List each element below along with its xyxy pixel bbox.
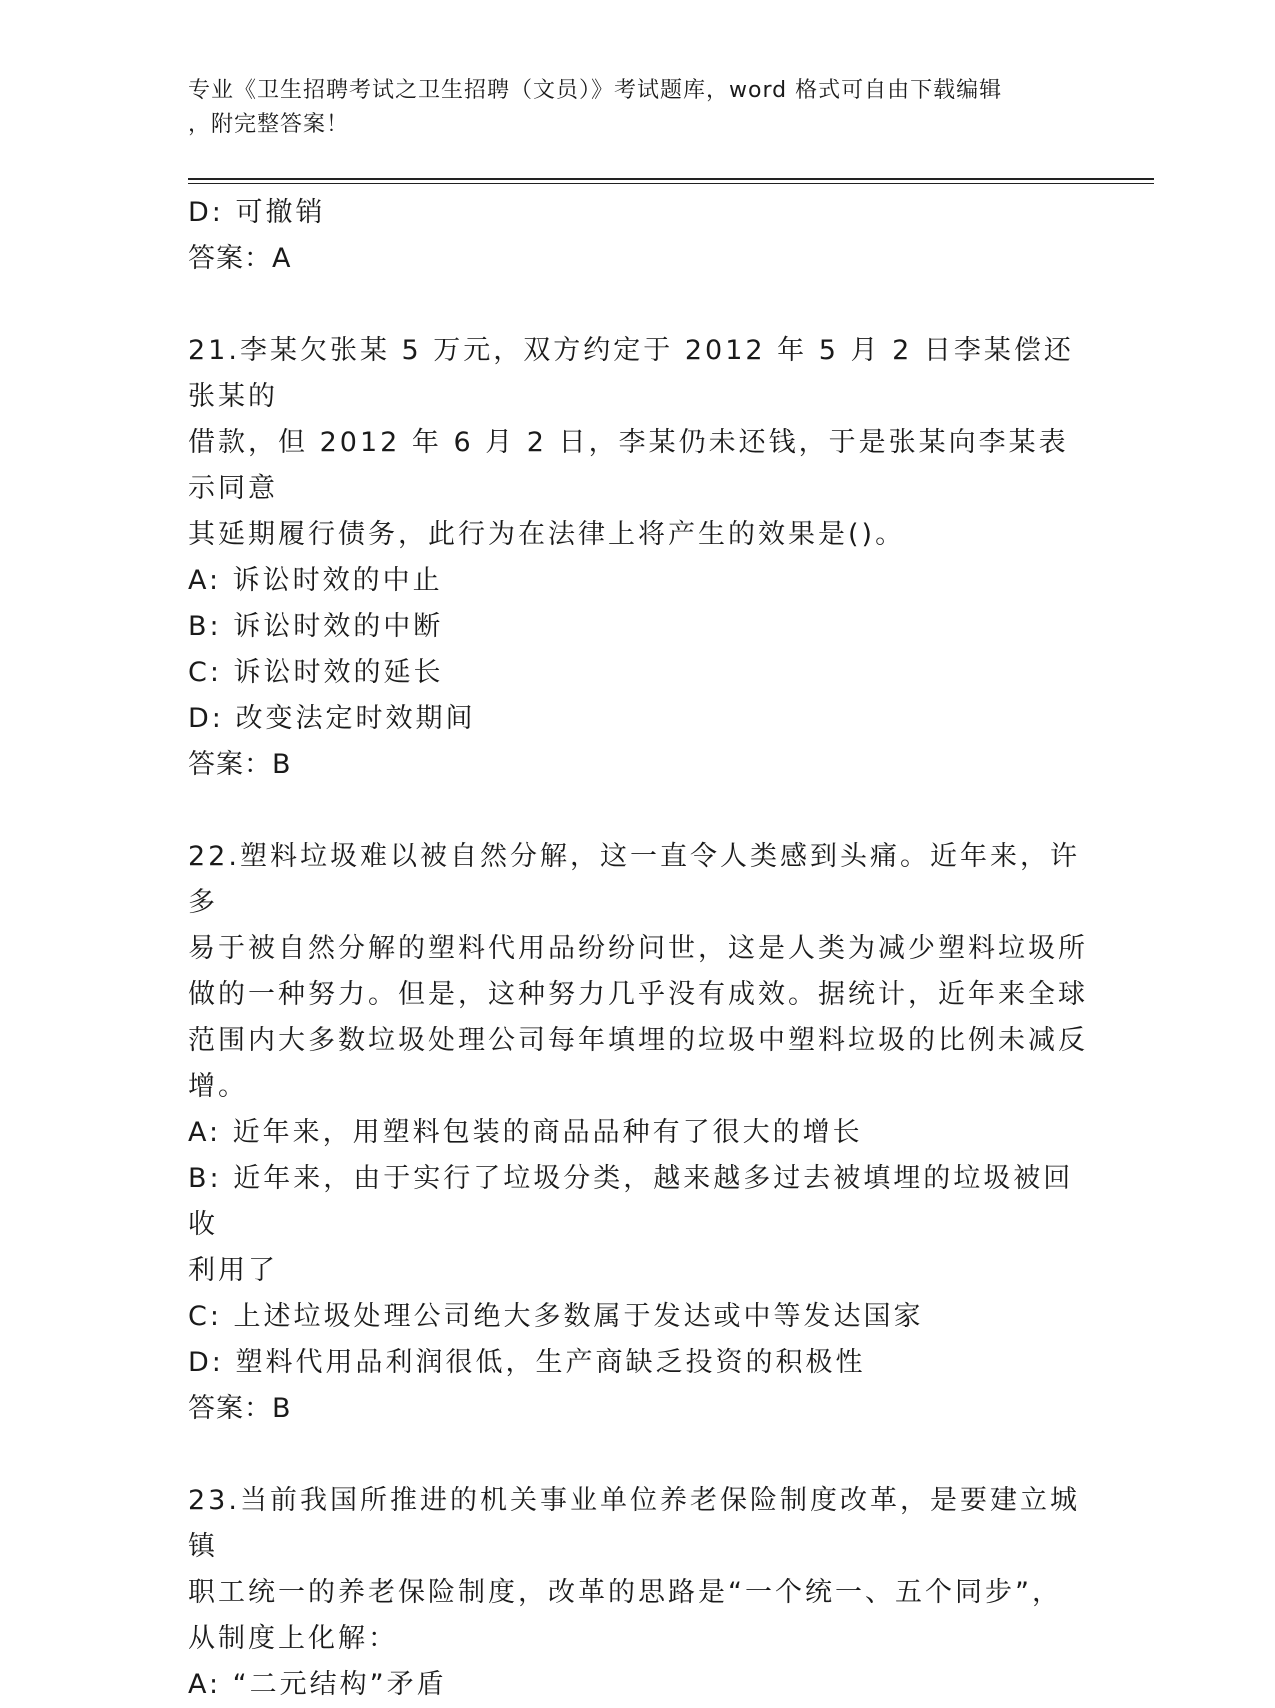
option-d: D: 改变法定时效期间 (188, 703, 476, 734)
question-23 (188, 1478, 1088, 1708)
question-21 (188, 328, 1088, 788)
option-b-continued: 利用了 (188, 1255, 278, 1286)
answer: 答案：A (188, 243, 292, 274)
option-a: A: 近年来，用塑料包装的商品品种有了很大的增长 (188, 1117, 863, 1148)
document-header (188, 74, 1088, 142)
header-line-2: ，附完整答案！ (188, 112, 350, 137)
option-d: D: 塑料代用品利润很低，生产商缺乏投资的积极性 (188, 1347, 866, 1378)
question-stem: 做的一种努力。但是，这种努力几乎没有成效。据统计，近年来全球 (188, 979, 1088, 1010)
question-stem: 范围内大多数垃圾处理公司每年填埋的垃圾中塑料垃圾的比例未减反 (188, 1025, 1088, 1056)
question-stem: 22.塑料垃圾难以被自然分解，这一直令人类感到头痛。近年来，许多 (188, 841, 1080, 918)
option-a: A: 诉讼时效的中止 (188, 565, 443, 596)
spacer (188, 1432, 1088, 1478)
spacer (188, 788, 1088, 834)
answer: 答案：B (188, 1393, 292, 1424)
option-c: C: 诉讼时效的延长 (188, 657, 444, 688)
question-stem: 增。 (188, 1071, 248, 1102)
answer: 答案：B (188, 749, 292, 780)
question-stem: 职工统一的养老保险制度，改革的思路是“一个统一、五个同步”， (188, 1577, 1062, 1608)
option-c: C: 上述垃圾处理公司绝大多数属于发达或中等发达国家 (188, 1301, 924, 1332)
header-line-1: 专业《卫生招聘考试之卫生招聘（文员）》考试题库，word 格式可自由下载编辑 (188, 78, 1003, 103)
question-stem: 从制度上化解： (188, 1623, 398, 1654)
spacer (188, 282, 1088, 328)
question-content (188, 190, 1088, 1708)
question-stem: 易于被自然分解的塑料代用品纷纷问世，这是人类为减少塑料垃圾所 (188, 933, 1088, 964)
option-b: B: 近年来，由于实行了垃圾分类，越来越多过去被填埋的垃圾被回收 (188, 1163, 1074, 1240)
option-b: B: 诉讼时效的中断 (188, 611, 444, 642)
option-a: A: “二元结构”矛盾 (188, 1669, 447, 1700)
question-22 (188, 834, 1088, 1432)
question-stem: 23.当前我国所推进的机关事业单位养老保险制度改革，是要建立城镇 (188, 1485, 1080, 1562)
header-divider (188, 178, 1154, 184)
option-d: D: 可撤销 (188, 197, 326, 228)
question-stem: 21.李某欠张某 5 万元，双方约定于 2012 年 5 月 2 日李某偿还张某的 (188, 335, 1074, 412)
question-stem: 借款，但 2012 年 6 月 2 日，李某仍未还钱，于是张某向李某表示同意 (188, 427, 1069, 504)
question-stem: 其延期履行债务，此行为在法律上将产生的效果是()。 (188, 519, 906, 550)
prev-question-tail (188, 190, 1088, 282)
